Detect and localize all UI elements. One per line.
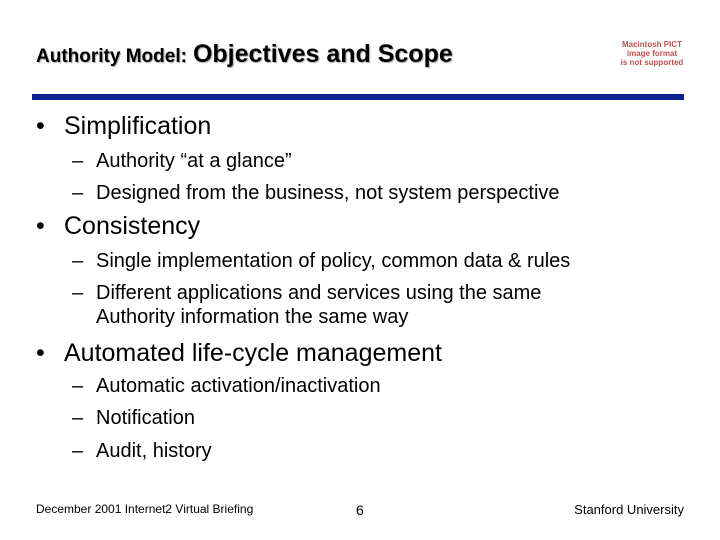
bullet-dot-icon: • <box>36 339 45 367</box>
title-divider <box>32 94 684 100</box>
footer-page-number: 6 <box>356 502 364 518</box>
footer-organization: Stanford University <box>574 502 684 517</box>
dash-icon: – <box>72 407 84 429</box>
bullet-text: Simplification <box>64 112 212 140</box>
sub-bullet-text: Audit, history <box>96 440 212 462</box>
dash-icon: – <box>72 250 84 272</box>
sub-bullet <box>72 149 292 173</box>
footer-event: December 2001 Internet2 Virtual Briefing <box>36 502 254 516</box>
sub-bullet <box>72 249 570 273</box>
sub-bullet-text: Authority “at a glance” <box>96 150 292 172</box>
dash-icon: – <box>72 440 84 462</box>
sub-bullet-text: Different applications and services using the same <box>96 282 542 304</box>
sub-bullet-text: Single implementation of policy, common data & rules <box>96 250 571 272</box>
bullet-simplification <box>36 112 211 141</box>
bullet-text: Consistency <box>64 212 201 240</box>
slide-title-main: Objectives and Scope <box>192 40 453 68</box>
sub-bullet-text: Designed from the business, not system perspective <box>96 182 560 204</box>
slide-title <box>36 40 453 69</box>
bullet-dot-icon: • <box>36 212 45 240</box>
dash-icon: – <box>72 282 84 304</box>
bullet-automated-lifecycle <box>36 339 442 368</box>
placeholder-line: image format <box>626 49 678 58</box>
slide-title-prefix: Authority Model: <box>36 46 187 67</box>
sub-bullet <box>72 374 381 398</box>
sub-bullet <box>72 406 195 430</box>
dash-icon: – <box>72 182 84 204</box>
sub-bullet <box>72 439 212 463</box>
unsupported-image-placeholder <box>616 40 688 67</box>
bullet-text: Automated life-cycle management <box>64 339 442 367</box>
placeholder-line: is not supported <box>620 58 684 67</box>
sub-bullet-text: Automatic activation/inactivation <box>96 375 381 397</box>
dash-icon: – <box>72 375 84 397</box>
sub-bullet-text: Notification <box>96 407 195 429</box>
bullet-consistency <box>36 212 200 241</box>
placeholder-line: Macintosh PICT <box>621 40 682 49</box>
sub-bullet-text-continued: Authority information the same way <box>96 306 409 328</box>
dash-icon: – <box>72 150 84 172</box>
bullet-dot-icon: • <box>36 112 45 140</box>
sub-bullet <box>72 281 541 329</box>
sub-bullet <box>72 181 560 205</box>
